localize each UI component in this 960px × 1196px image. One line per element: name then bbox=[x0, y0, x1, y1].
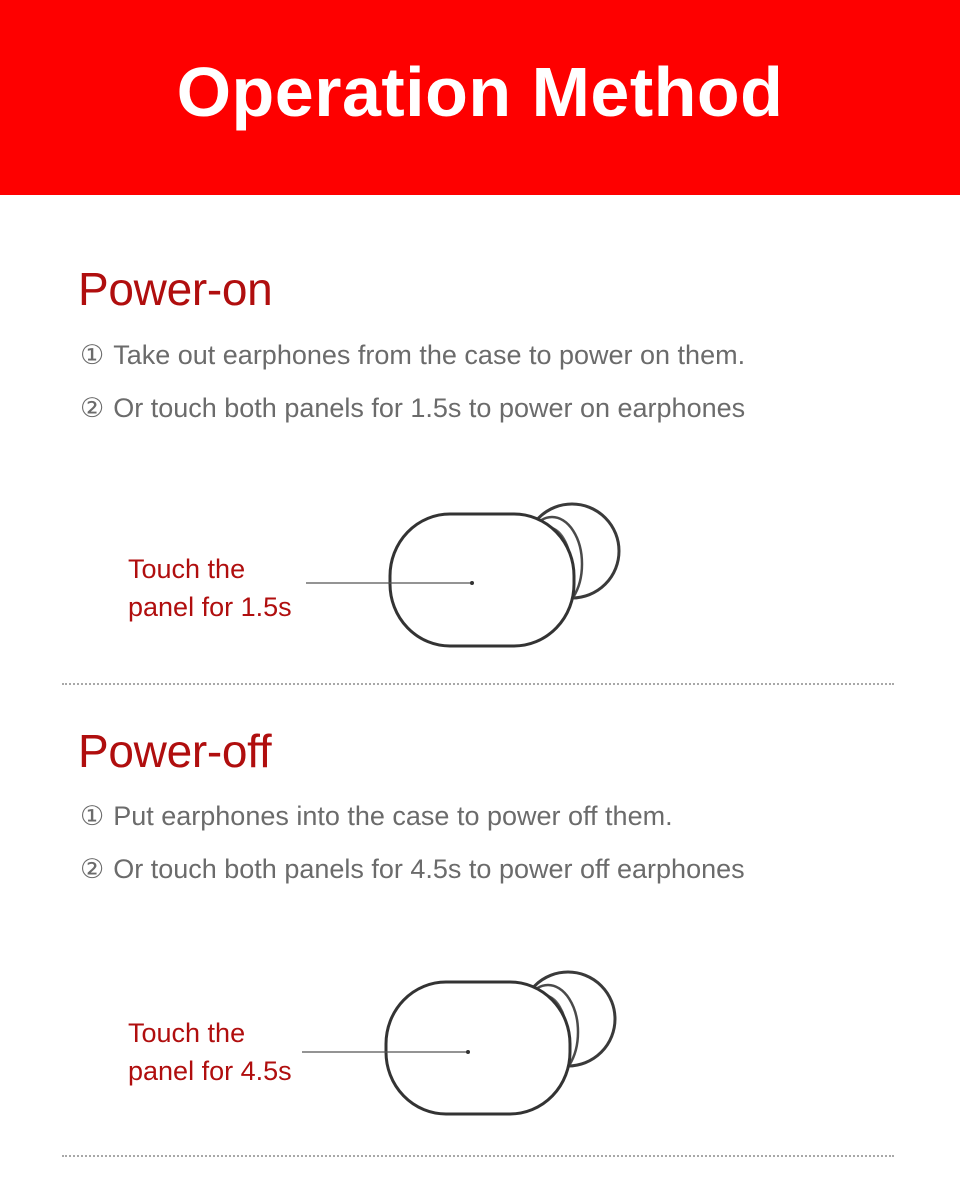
step-text: Put earphones into the case to power off them. bbox=[113, 801, 673, 831]
callout-line-1: Touch the bbox=[128, 554, 246, 584]
touch-point-dot bbox=[466, 1050, 470, 1054]
power-on-title: Power-on bbox=[78, 263, 273, 315]
step-number: ② bbox=[80, 393, 105, 423]
power-on-step-1 bbox=[80, 340, 745, 371]
earphone-body bbox=[390, 514, 574, 646]
power-on-step-2 bbox=[80, 393, 745, 424]
callout-line-2: panel for 4.5s bbox=[128, 1056, 292, 1086]
earphone-illustration-power-on bbox=[300, 490, 630, 660]
power-off-step-2 bbox=[80, 854, 745, 885]
step-text: Or touch both panels for 1.5s to power on earphones bbox=[113, 393, 746, 423]
section-divider bbox=[62, 683, 894, 685]
earphone-body bbox=[386, 982, 570, 1114]
step-number: ② bbox=[80, 854, 105, 884]
power-off-title: Power-off bbox=[78, 725, 272, 777]
callout-line-1: Touch the bbox=[128, 1018, 246, 1048]
header-banner bbox=[0, 0, 960, 195]
earphone-illustration-power-off bbox=[296, 958, 626, 1128]
power-off-callout bbox=[128, 1014, 292, 1090]
power-off-step-1 bbox=[80, 801, 673, 832]
page-title: Operation Method bbox=[176, 52, 784, 131]
step-text: Or touch both panels for 4.5s to power off earphones bbox=[113, 854, 745, 884]
section-divider bbox=[62, 1155, 894, 1157]
power-on-callout bbox=[128, 550, 292, 626]
callout-line-2: panel for 1.5s bbox=[128, 592, 292, 622]
step-number: ① bbox=[80, 340, 105, 370]
touch-point-dot bbox=[470, 581, 474, 585]
step-number: ① bbox=[80, 801, 105, 831]
step-text: Take out earphones from the case to power on them. bbox=[113, 340, 746, 370]
